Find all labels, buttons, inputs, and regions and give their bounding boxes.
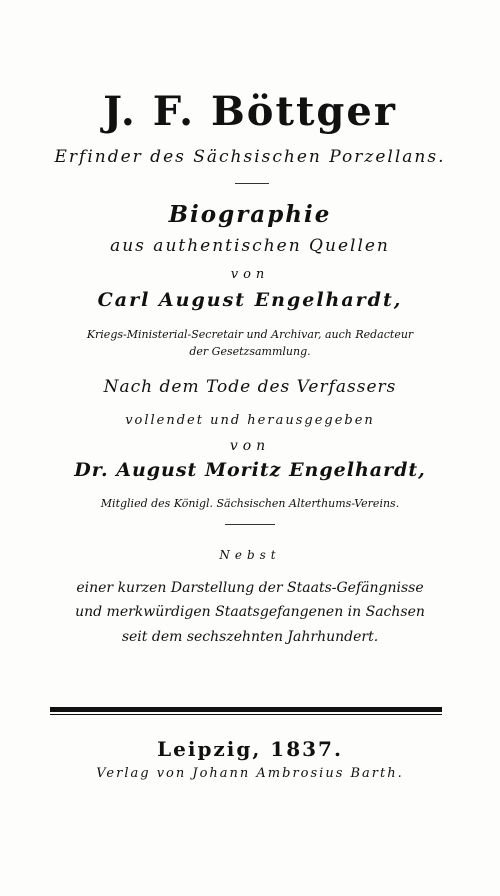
author-role-line2: der Gesetzsammlung. bbox=[189, 345, 311, 358]
imprint-city-year: Leipzig, 1837. bbox=[157, 737, 343, 761]
book-title: J. F. Böttger bbox=[103, 88, 397, 135]
sources-line: aus authentischen Quellen bbox=[110, 236, 390, 256]
editor-name: Dr. August Moritz Engelhardt, bbox=[74, 459, 426, 481]
completed-note: vollendet und herausgegeben bbox=[125, 413, 375, 428]
by-word-author: von bbox=[230, 267, 270, 282]
supplement-line2: und merkwürdigen Staatsgefangenen in Sachsen bbox=[75, 604, 425, 620]
middle-divider bbox=[225, 524, 275, 525]
genre-heading: Biographie bbox=[168, 201, 332, 228]
editor-role: Mitglied des Königl. Sächsischen Alterthums-Vereins. bbox=[100, 497, 400, 510]
imprint-rule-thick bbox=[50, 707, 442, 712]
author-role-line1: Kriegs-Ministerial-Secretair und Archivar, auch Redacteur bbox=[86, 328, 414, 341]
posthumous-note: Nach dem Tode des Verfassers bbox=[103, 377, 397, 397]
supplement-line1: einer kurzen Darstellung der Staats-Gefängnisse bbox=[76, 580, 424, 596]
imprint-publisher: Verlag von Johann Ambrosius Barth. bbox=[96, 766, 404, 781]
imprint-rule-thin bbox=[50, 714, 442, 715]
nebst-word: Nebst bbox=[219, 548, 281, 562]
short-divider bbox=[235, 183, 269, 184]
by-word-editor: von bbox=[229, 438, 271, 454]
author-name: Carl August Engelhardt, bbox=[97, 289, 403, 311]
supplement-line3: seit dem sechszehnten Jahrhundert. bbox=[121, 629, 379, 645]
book-subtitle: Erfinder des Sächsischen Porzellans. bbox=[54, 147, 446, 167]
